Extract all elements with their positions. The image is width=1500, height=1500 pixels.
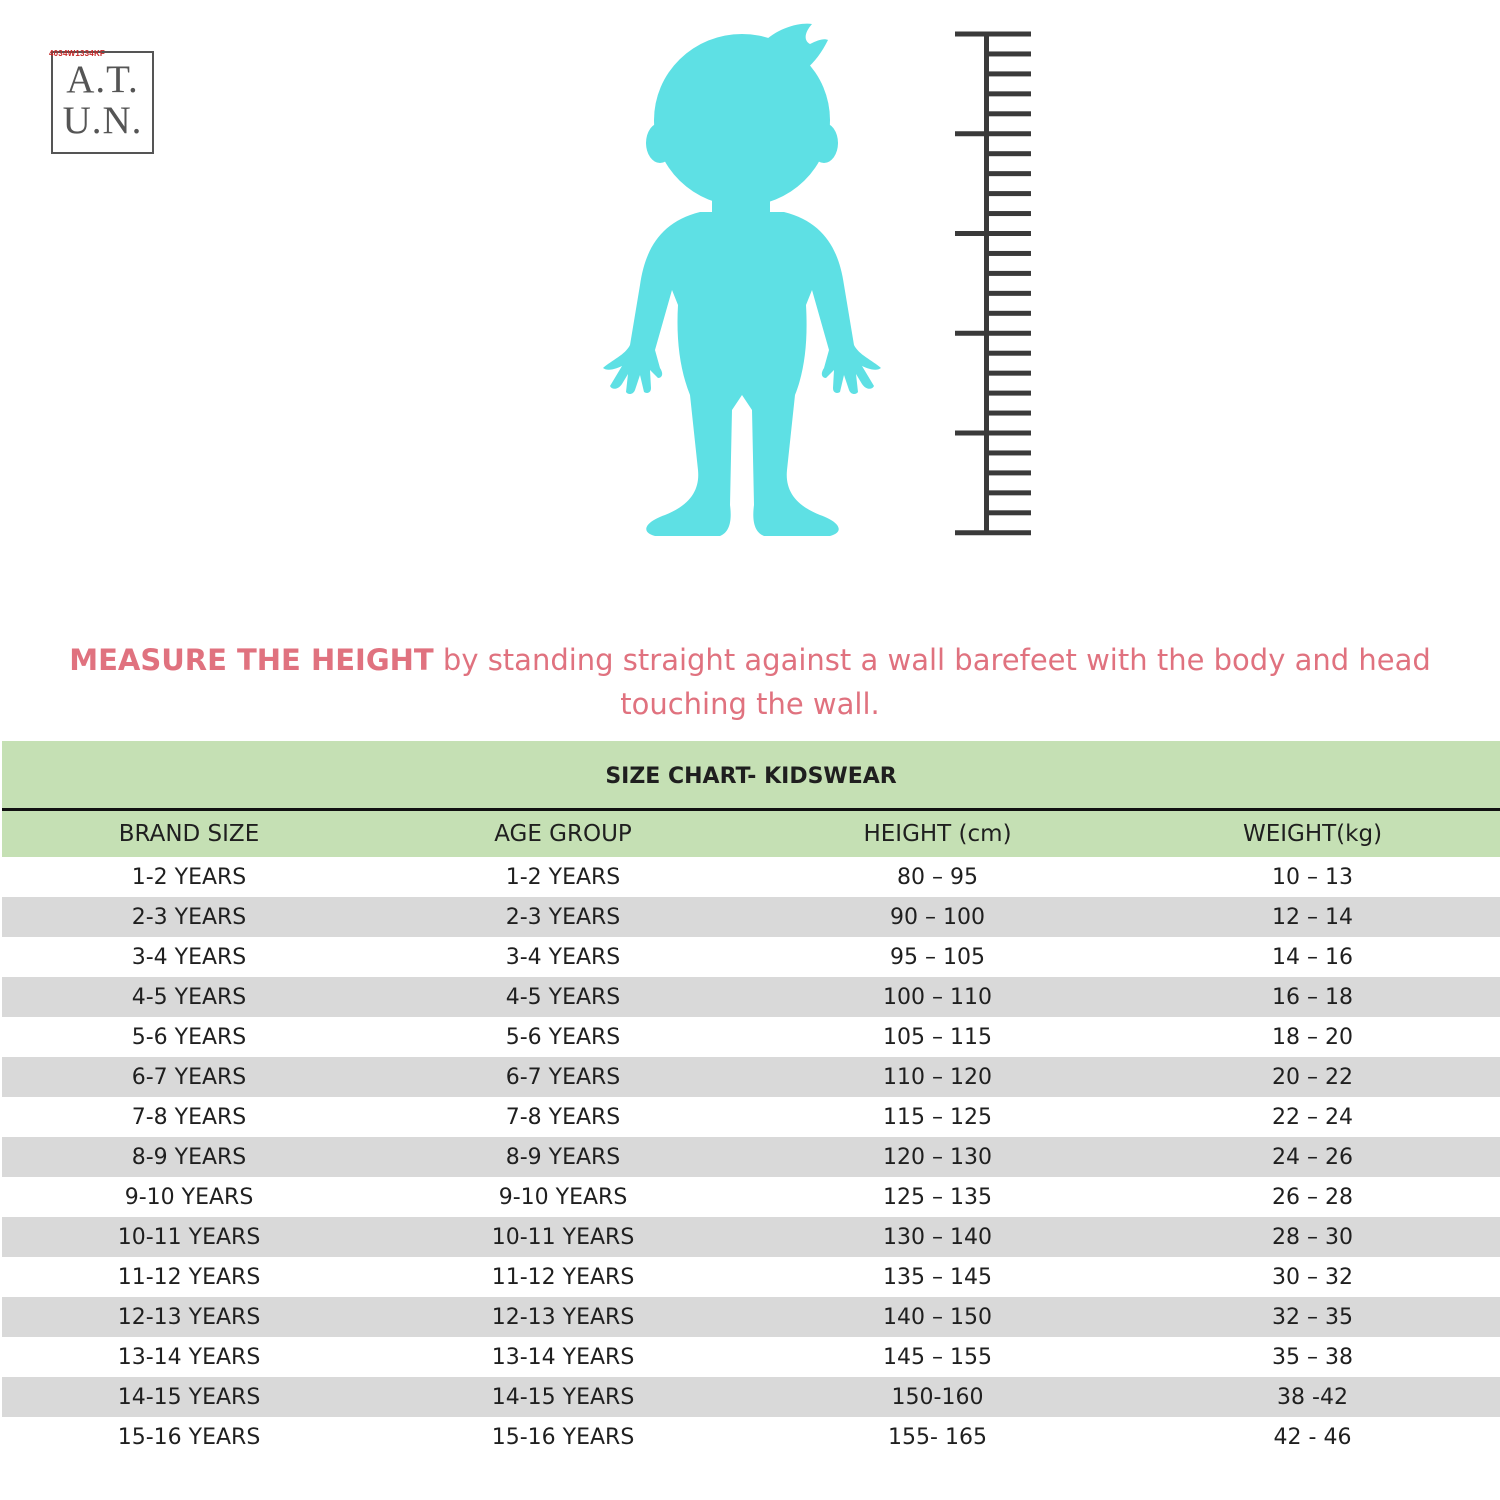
weight-cell: 16 – 18 (1272, 984, 1353, 1010)
instruction-emphasis: MEASURE THE HEIGHT (69, 643, 434, 677)
table-body (2, 857, 1500, 1457)
size-chart-title: SIZE CHART- KIDSWEAR (2, 741, 1500, 811)
brand-size-cell: 10-11 YEARS (117, 1224, 261, 1250)
brand-size-cell: 7-8 YEARS (131, 1104, 247, 1130)
age-group-cell: 9-10 YEARS (498, 1184, 628, 1210)
logo-text-line2: U.N. (62, 99, 143, 142)
ruler-major-tick (955, 530, 1031, 535)
ruler-minor-tick (988, 71, 1031, 76)
brand-size-cell: 1-2 YEARS (131, 864, 247, 890)
age-group-cell: 6-7 YEARS (505, 1064, 621, 1090)
size-chart-table (2, 741, 1500, 1457)
ruler-minor-tick (988, 411, 1031, 416)
age-group-cell: 7-8 YEARS (505, 1104, 621, 1130)
instruction-text: by standing straight against a wall barefeet with the body and head touching the wall. (433, 643, 1431, 721)
ruler-minor-tick (988, 450, 1031, 455)
brand-size-cell: 11-12 YEARS (117, 1264, 261, 1290)
ruler-minor-tick (988, 51, 1031, 56)
column-header-weight: WEIGHT(kg) (1242, 821, 1383, 847)
weight-cell: 12 – 14 (1272, 904, 1353, 930)
ruler-minor-tick (988, 151, 1031, 156)
weight-cell: 42 - 46 (1273, 1424, 1352, 1450)
ruler-minor-tick (988, 271, 1031, 276)
height-cell: 155- 165 (888, 1424, 987, 1450)
brand-size-cell: 9-10 YEARS (124, 1184, 254, 1210)
table-row (2, 977, 1500, 1017)
table-row (2, 1257, 1500, 1297)
ruler-minor-tick (988, 371, 1031, 376)
height-cell: 110 – 120 (883, 1064, 992, 1090)
age-group-cell: 12-13 YEARS (491, 1304, 635, 1330)
ruler-minor-tick (988, 111, 1031, 116)
ruler-minor-tick (988, 211, 1031, 216)
ruler-minor-tick (988, 171, 1031, 176)
weight-cell: 10 – 13 (1272, 864, 1353, 890)
age-group-cell: 2-3 YEARS (505, 904, 621, 930)
table-row (2, 1297, 1500, 1337)
height-cell: 150-160 (891, 1384, 984, 1410)
table-row (2, 857, 1500, 897)
ruler-minor-tick (988, 510, 1031, 515)
ruler-minor-tick (988, 251, 1031, 256)
brand-size-cell: 3-4 YEARS (131, 944, 247, 970)
age-group-cell: 1-2 YEARS (505, 864, 621, 890)
table-row (2, 1217, 1500, 1257)
logo-text-line1: A.T. (66, 58, 139, 101)
age-group-cell: 8-9 YEARS (505, 1144, 621, 1170)
height-cell: 120 – 130 (883, 1144, 992, 1170)
weight-cell: 38 -42 (1277, 1384, 1348, 1410)
ruler-major-tick (955, 331, 1031, 336)
measure-instruction (60, 638, 1440, 726)
ruler-major-tick (955, 231, 1031, 236)
height-cell: 95 – 105 (890, 944, 985, 970)
table-row (2, 1377, 1500, 1417)
ruler-minor-tick (988, 311, 1031, 316)
weight-cell: 20 – 22 (1272, 1064, 1353, 1090)
age-group-cell: 3-4 YEARS (505, 944, 621, 970)
ruler-minor-tick (988, 490, 1031, 495)
ruler-minor-tick (988, 91, 1031, 96)
height-cell: 105 – 115 (883, 1024, 992, 1050)
ruler-major-tick (955, 131, 1031, 136)
age-group-cell: 10-11 YEARS (491, 1224, 635, 1250)
column-header-age-group: AGE GROUP (494, 821, 632, 847)
weight-cell: 30 – 32 (1272, 1264, 1353, 1290)
table-row (2, 1177, 1500, 1217)
ruler-minor-tick (988, 391, 1031, 396)
ruler-minor-tick (988, 291, 1031, 296)
weight-cell: 24 – 26 (1272, 1144, 1353, 1170)
brand-size-cell: 4-5 YEARS (131, 984, 247, 1010)
height-cell: 125 – 135 (883, 1184, 992, 1210)
height-cell: 130 – 140 (883, 1224, 992, 1250)
weight-cell: 32 – 35 (1272, 1304, 1353, 1330)
weight-cell: 14 – 16 (1272, 944, 1353, 970)
brand-size-cell: 12-13 YEARS (117, 1304, 261, 1330)
age-group-cell: 13-14 YEARS (491, 1344, 635, 1370)
brand-size-cell: 14-15 YEARS (117, 1384, 261, 1410)
age-group-cell: 11-12 YEARS (491, 1264, 635, 1290)
ruler-major-tick (955, 431, 1031, 436)
table-row (2, 1017, 1500, 1057)
ruler-spine (984, 34, 989, 534)
weight-cell: 28 – 30 (1272, 1224, 1353, 1250)
ruler-minor-tick (988, 470, 1031, 475)
weight-cell: 35 – 38 (1272, 1344, 1353, 1370)
height-cell: 115 – 125 (883, 1104, 992, 1130)
age-group-cell: 5-6 YEARS (505, 1024, 621, 1050)
table-row (2, 1337, 1500, 1377)
column-header-brand-size: BRAND SIZE (118, 821, 260, 847)
table-header-row (2, 811, 1500, 857)
brand-size-cell: 2-3 YEARS (131, 904, 247, 930)
table-row (2, 1097, 1500, 1137)
brand-size-cell: 8-9 YEARS (131, 1144, 247, 1170)
height-ruler-icon (955, 32, 1031, 536)
child-height-illustration (0, 0, 1500, 600)
height-cell: 140 – 150 (883, 1304, 992, 1330)
table-row (2, 1057, 1500, 1097)
brand-size-cell: 6-7 YEARS (131, 1064, 247, 1090)
weight-cell: 26 – 28 (1272, 1184, 1353, 1210)
height-cell: 135 – 145 (883, 1264, 992, 1290)
height-cell: 90 – 100 (890, 904, 985, 930)
table-row (2, 937, 1500, 977)
weight-cell: 18 – 20 (1272, 1024, 1353, 1050)
height-cell: 100 – 110 (883, 984, 992, 1010)
child-silhouette-icon (603, 24, 881, 536)
age-group-cell: 4-5 YEARS (505, 984, 621, 1010)
brand-size-cell: 13-14 YEARS (117, 1344, 261, 1370)
height-cell: 80 – 95 (897, 864, 978, 890)
ruler-major-tick (955, 32, 1031, 37)
table-row (2, 1137, 1500, 1177)
brand-size-cell: 5-6 YEARS (131, 1024, 247, 1050)
age-group-cell: 15-16 YEARS (491, 1424, 635, 1450)
weight-cell: 22 – 24 (1272, 1104, 1353, 1130)
column-header-height: HEIGHT (cm) (863, 821, 1012, 847)
age-group-cell: 14-15 YEARS (491, 1384, 635, 1410)
brand-size-cell: 15-16 YEARS (117, 1424, 261, 1450)
logo-code: 4034W1334KF (49, 49, 106, 58)
table-row (2, 1417, 1500, 1457)
height-cell: 145 – 155 (883, 1344, 992, 1370)
table-row (2, 897, 1500, 937)
ruler-minor-tick (988, 191, 1031, 196)
ruler-minor-tick (988, 351, 1031, 356)
